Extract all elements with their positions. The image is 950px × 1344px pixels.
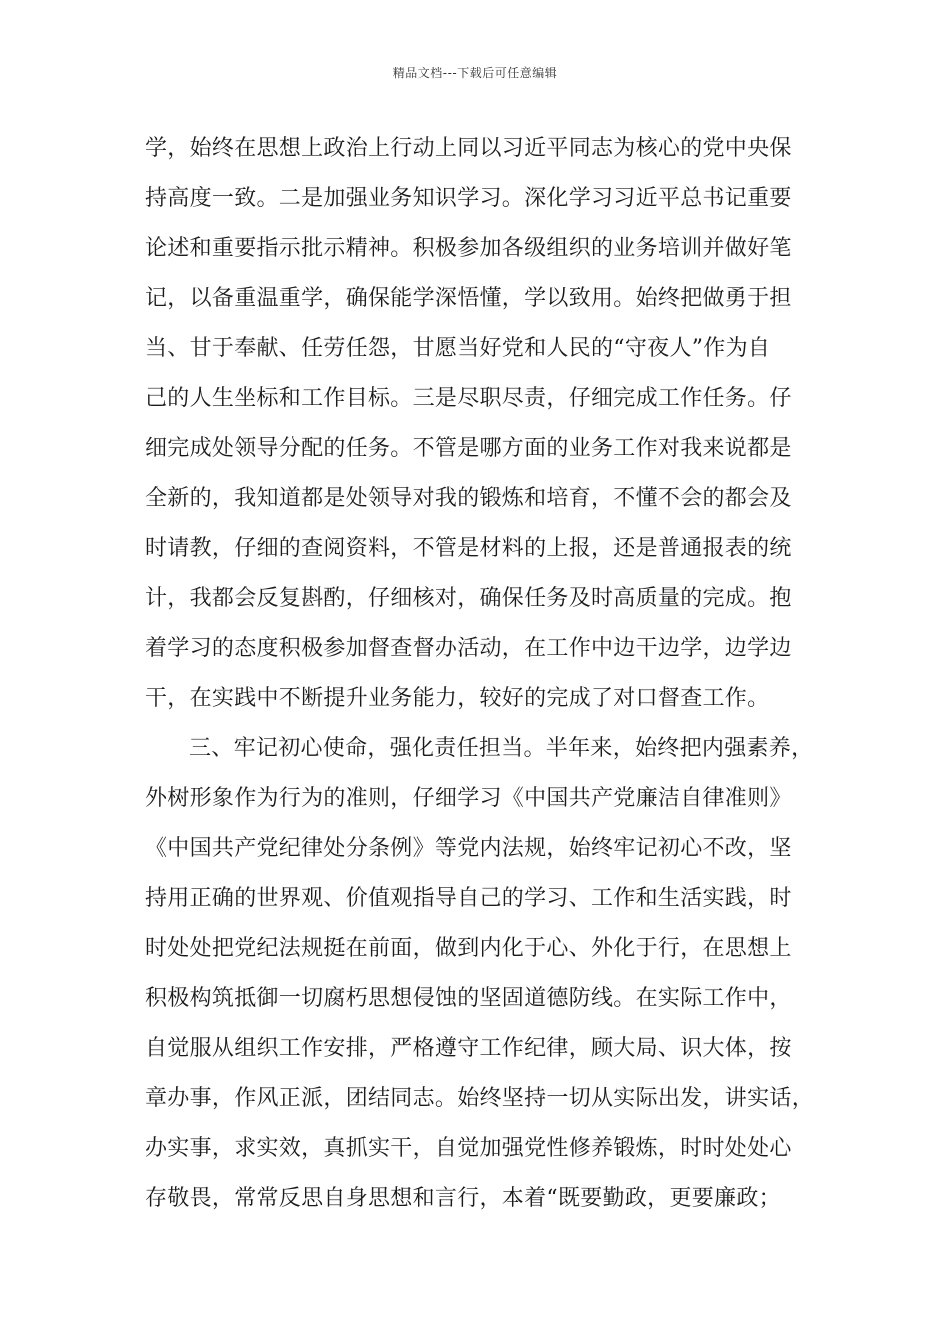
text-line: 时请教，仔细的查阅资料，不管是材料的上报，还是普通报表的统: [145, 536, 792, 561]
text-line: 时处处把党纪法规挺在前面，做到内化于心、外化于行，在思想上: [145, 936, 792, 961]
text-line: 当、甘于奉献、任劳任怨，甘愿当好党和人民的“守夜人”作为自: [145, 336, 771, 361]
text-line: 记，以备重温重学，确保能学深悟懂，学以致用。始终把做勇于担: [145, 286, 792, 311]
page-header: 精品文档---下载后可任意编辑: [392, 66, 558, 80]
text-line: 干，在实践中不断提升业务能力，较好的完成了对口督查工作。: [145, 686, 770, 711]
text-line: 学，始终在思想上政治上行动上同以习近平同志为核心的党中央保: [145, 136, 792, 161]
text-line: 积极构筑抵御一切腐朽思想侵蚀的坚固道德防线。在实际工作中，: [145, 986, 792, 1011]
text-line: 办实事，求实效，真抓实干，自觉加强党性修养锻炼，时时处处心: [145, 1136, 792, 1161]
text-line: 全新的，我知道都是处领导对我的锻炼和培育，不懂不会的都会及: [145, 486, 792, 511]
text-line: 论述和重要指示批示精神。积极参加各级组织的业务培训并做好笔: [145, 236, 792, 261]
text-line: 持用正确的世界观、价值观指导自己的学习、工作和生活实践，时: [145, 886, 792, 911]
text-line: 自觉服从组织工作安排，严格遵守工作纪律，顾大局、识大体，按: [145, 1036, 792, 1061]
text-line: 着学习的态度积极参加督查督办活动，在工作中边干边学，边学边: [145, 636, 792, 661]
text-line: 章办事，作风正派，团结同志。始终坚持一切从实际出发，讲实话，: [145, 1086, 815, 1111]
text-line: 己的人生坐标和工作目标。三是尽职尽责，仔细完成工作任务。仔: [145, 386, 792, 411]
text-line: 外树形象作为行为的准则，仔细学习《中国共产党廉洁自律准则》: [145, 786, 792, 811]
text-line: 持高度一致。二是加强业务知识学习。深化学习习近平总书记重要: [145, 186, 792, 211]
text-line: 计，我都会反复斟酌，仔细核对，确保任务及时高质量的完成。抱: [145, 586, 792, 611]
text-line: 存敬畏，常常反思自身思想和言行，本着“既要勤政，更要廉政；: [145, 1186, 781, 1211]
text-line: 细完成处领导分配的任务。不管是哪方面的业务工作对我来说都是: [145, 436, 792, 461]
paragraph-start-line: 三、牢记初心使命，强化责任担当。半年来，始终把内强素养，: [189, 736, 814, 761]
document-body: [145, 124, 815, 1224]
text-line: 《中国共产党纪律处分条例》等党内法规，始终牢记初心不改，坚: [145, 836, 792, 861]
